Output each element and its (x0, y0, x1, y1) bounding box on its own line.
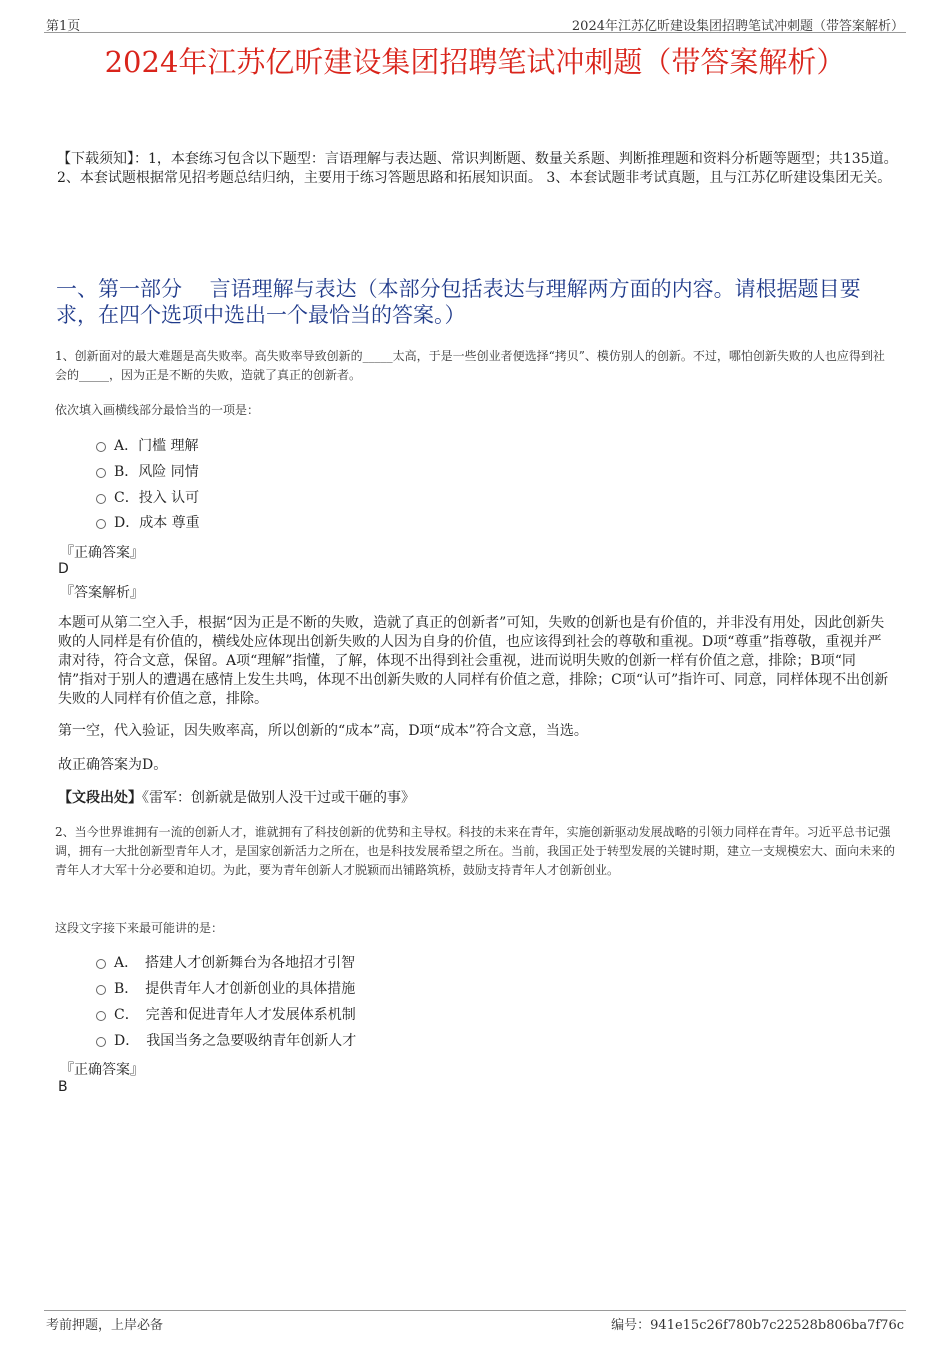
question-1-stem: 1、创新面对的最大难题是高失败率。高失败率导致创新的_____太高，于是一些创业者便选择“拷贝”、模仿别人的创新。不过，哪怕创新失败的人也应得到社会的_____，因为正是不断的失败，造就了真正的创新者。 (55, 349, 885, 382)
radio-icon[interactable] (96, 519, 106, 529)
footer-slogan: 考前押题，上岸必备 (46, 1318, 164, 1333)
question-1-prompt: 依次填入画横线部分最恰当的一项是： (55, 403, 260, 417)
question-1-analysis-p1: 本题可从第二空入手，根据“因为正是不断的失败，造就了真正的创新者”可知，失败的创新也是有价值的，并非没有用处，因此创新失败的人同样是有价值的，横线处应体现出创新失败的人因为自身的价值，也应该得到社会的尊敬和重视。D项“尊重”指尊敬，重视并严肃对待，符合文意，保留。A项“理解”指懂，了解，体现不出得到社会重视，进而说明失败的创新一样有价值之意，排除；B项“同情”指对于别人的遭遇在感情上发生共鸣，体现不出创新失败的人同样有价值之意，排除；C项“认可”指许可、同意，同样体现不出创新失败的人同样有价值之意，排除。 (58, 615, 889, 707)
radio-icon[interactable] (96, 1011, 106, 1021)
radio-icon[interactable] (96, 494, 106, 504)
radio-icon[interactable] (96, 1037, 106, 1047)
option-label: D．成本 尊重 (114, 515, 200, 531)
question-2-option-d[interactable] (96, 1031, 356, 1051)
question-1-option-b[interactable] (96, 462, 199, 482)
question-1-source (58, 789, 890, 808)
header-doc-title: 2024年江苏亿昕建设集团招聘笔试冲刺题（带答案解析） (571, 19, 904, 34)
question-1-answer-label: 『正确答案』 (60, 545, 144, 561)
question-2-prompt: 这段文字接下来最可能讲的是： (55, 921, 224, 935)
question-2-option-a[interactable] (96, 953, 355, 973)
source-text: 《雷军：创新就是做别人没干过或干砸的事》 (142, 790, 415, 806)
radio-icon[interactable] (96, 959, 106, 969)
footer-divider (44, 1310, 906, 1311)
question-2-answer: B (58, 1079, 68, 1095)
download-notice: 【下载须知】：1，本套练习包含以下题型：言语理解与表达题、常识判断题、数量关系题、判断推理题和资料分析题等题型；共135道。 2、本套试题根据常见招考题总结归纳，主要用于练习答题思路和拓展知识面。 3、本套试题非考试真题，且与江苏亿昕建设集团无关。 (57, 151, 898, 186)
question-2-option-c[interactable] (96, 1005, 356, 1025)
section-title: 一、第一部分 言语理解与表达（本部分包括表达与理解两方面的内容。请根据题目要求，在四个选项中选出一个最恰当的答案。） (56, 277, 861, 327)
question-1-analysis-label: 『答案解析』 (60, 585, 144, 601)
header-divider (44, 32, 906, 33)
option-label: C． 完善和促进青年人才发展体系机制 (114, 1007, 356, 1023)
radio-icon[interactable] (96, 442, 106, 452)
question-2-stem: 2、当今世界谁拥有一流的创新人才，谁就拥有了科技创新的优势和主导权。科技的未来在青年，实施创新驱动发展战略的引领力同样在青年。习近平总书记强调，拥有一大批创新型青年人才，是国家创新活力之所在，也是科技发展希望之所在。当前，我国正处于转型发展的关键时期，建立一支规模宏大、面向未来的青年人才大军十分必要和迫切。为此，要为青年创新人才脱颖而出铺路筑桥，鼓励支持青年人才创新创业。 (55, 825, 896, 877)
source-tag: 【文段出处】 (58, 790, 142, 806)
question-1-answer: D (58, 561, 69, 577)
option-label: A．门槛 理解 (114, 438, 199, 454)
option-label: C．投入 认可 (114, 490, 200, 506)
question-1-option-d[interactable] (96, 513, 200, 533)
question-2-option-b[interactable] (96, 979, 355, 999)
option-label: A． 搭建人才创新舞台为各地招才引智 (114, 955, 356, 971)
option-label: D． 我国当务之急要吸纳青年创新人才 (114, 1033, 357, 1049)
question-2-answer-label: 『正确答案』 (60, 1062, 144, 1078)
page-number: 第1页 (46, 19, 81, 34)
page-title: 2024年江苏亿昕建设集团招聘笔试冲刺题（带答案解析） (104, 45, 846, 79)
radio-icon[interactable] (96, 468, 106, 478)
radio-icon[interactable] (96, 985, 106, 995)
question-1-option-c[interactable] (96, 488, 199, 508)
question-1-analysis-p3: 故正确答案为D。 (58, 757, 168, 773)
question-1-option-a[interactable] (96, 436, 199, 456)
question-1-analysis-p2: 第一空，代入验证，因失败率高，所以创新的“成本”高，D项“成本”符合文意，当选。 (58, 723, 588, 739)
option-label: B． 提供青年人才创新创业的具体措施 (114, 981, 356, 997)
option-label: B．风险 同情 (114, 464, 199, 480)
footer-code: 编号：941e15c26f780b7c22528b806ba7f76c (611, 1318, 904, 1333)
